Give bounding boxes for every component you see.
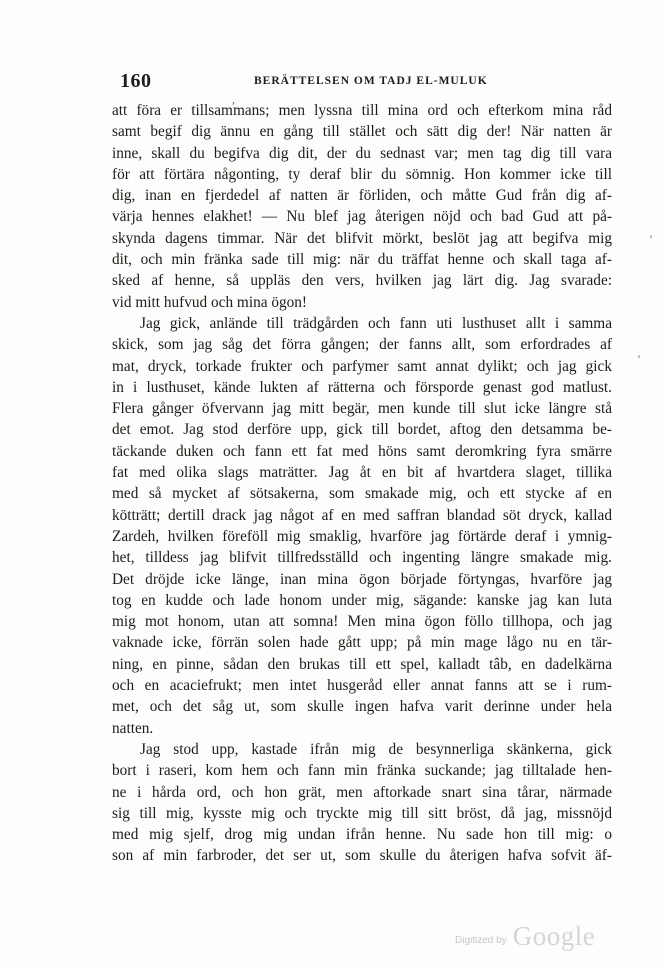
text-line: het, tilldess jag blifvit tillfredsställd och ingenting längre smakade mig. xyxy=(112,549,612,567)
text-line: för att förtära någonting, ty deraf blir du sömnig. Hon kommer icke till xyxy=(112,165,612,183)
text-line: med så mycket af sötsakerna, som smakade mig, och ett stycke af en xyxy=(112,485,612,503)
text-line: sig till mig, kysste mig och tryckte mig till sitt bröst, då jag, missnöjd xyxy=(112,804,612,822)
text-line: dig, inan en fjerdedel af natten är förliden, och måtte Gud från dig af- xyxy=(112,187,612,205)
text-line: ning, en pinne, sådan den brukas till ett spel, kalladt tâb, en dadelkärna xyxy=(112,655,612,673)
stray-mark: ' xyxy=(638,352,641,366)
google-logo: Google xyxy=(512,921,596,951)
text-line: fat med olika slags maträtter. Jag åt en bit af hvartdera slaget, tillika xyxy=(112,464,612,482)
text-line: bort i raseri, kom hem och fann min fränka suckande; jag tilltalade hen- xyxy=(112,762,612,780)
text-line: skick, som jag såg det förra gången; der fanns allt, som erfordrades af xyxy=(112,336,612,354)
text-line: Det dröjde icke länge, inan mina ögon började förtyngas, hvarföre jag xyxy=(112,570,612,588)
watermark-prefix: Digitized by xyxy=(455,935,507,946)
text-line: sked af henne, så uppläs den vers, hvilken jag lärt dig. Jag svarade: xyxy=(112,272,612,290)
text-line: det emot. Jag stod derföre upp, gick till bordet, aftog den detsamma be- xyxy=(112,421,612,439)
text-line: värja hennes elakhet! — Nu blef jag återigen nöjd och bad Gud att på- xyxy=(112,208,612,226)
running-title: BERÄTTELSEN OM TADJ EL-MULUK xyxy=(254,75,488,87)
page-header xyxy=(112,70,612,94)
text-line: Jag stod upp, kastade ifrån mig de besynnerliga skänkerna, gick xyxy=(140,740,612,758)
text-line: mig mot honom, utan att somna! Men mina ögon föllo tillhopa, och jag xyxy=(112,613,612,631)
text-line: tog en kudde och lade honom under mig, sägande: kanske jag kan luta xyxy=(112,591,612,609)
text-line: Zardeh, hvilken föreföll mig smaklig, hvarföre jag förtärde deraf i ymnig- xyxy=(112,527,612,545)
text-line: Jag gick, anlände till trädgården och fann uti lusthuset allt i samma xyxy=(140,314,612,332)
text-line: med mig sjelf, drog mig undan ifrån henne. Nu sade hon till mig: o xyxy=(112,826,612,844)
text-line: ne i hårda ord, och hon grät, men aftorkade snart sina tårar, närmade xyxy=(112,783,612,801)
text-line: kötträtt; dertill drack jag något af en med saffran blandad söt dryck, kallad xyxy=(112,506,612,524)
text-line: vid mitt hufvud och mina ögon! xyxy=(112,293,308,311)
text-line: inne, skall du begifva dig dit, der du sednast var; men tag dig till vara xyxy=(112,144,612,162)
text-line: natten. xyxy=(112,719,154,737)
text-line: Flera gånger öfvervann jag mitt begär, men kunde till slut icke längre stå xyxy=(112,400,612,418)
text-line: täckande duken och fann ett fat med höns samt deromkring fyra smärre xyxy=(112,442,612,460)
stray-mark: , xyxy=(232,92,235,106)
text-line: mat, dryck, torkade frukter och parfymer samt annat dylikt; och jag gick xyxy=(112,357,612,375)
text-line: samt begif dig ännu en gång till stället och sätt dig der! När natten är xyxy=(112,123,612,141)
text-line: att föra er tillsammans; men lyssna till mina ord och efterkom mina råd xyxy=(112,102,612,119)
page-number: 160 xyxy=(120,70,152,92)
body-text xyxy=(112,100,612,867)
text-line: son af min farbroder, det ser ut, som skulle du återigen hafva sofvit äf- xyxy=(112,847,612,865)
stray-mark: ' xyxy=(650,232,653,246)
text-line: in i lusthuset, kände lukten af rätterna och försporde genast god matlust. xyxy=(112,378,612,396)
text-line: dit, och min fränka sade till mig: när du träffat henne och skall taga af- xyxy=(112,251,612,269)
text-line: och en acaciefrukt; men intet husgeråd eller annat fanns att se i rum- xyxy=(112,677,612,695)
text-line: met, och det såg ut, som skulle ingen hafva varit derinne under hela xyxy=(112,698,612,716)
digitized-by-google-watermark xyxy=(455,920,595,952)
text-line: vaknade icke, förrän solen hade gått upp; på min mage lågo nu en tär- xyxy=(112,634,612,652)
text-line: skynda dagens timmar. När det blifvit mörkt, beslöt jag att begifva mig xyxy=(112,229,612,247)
